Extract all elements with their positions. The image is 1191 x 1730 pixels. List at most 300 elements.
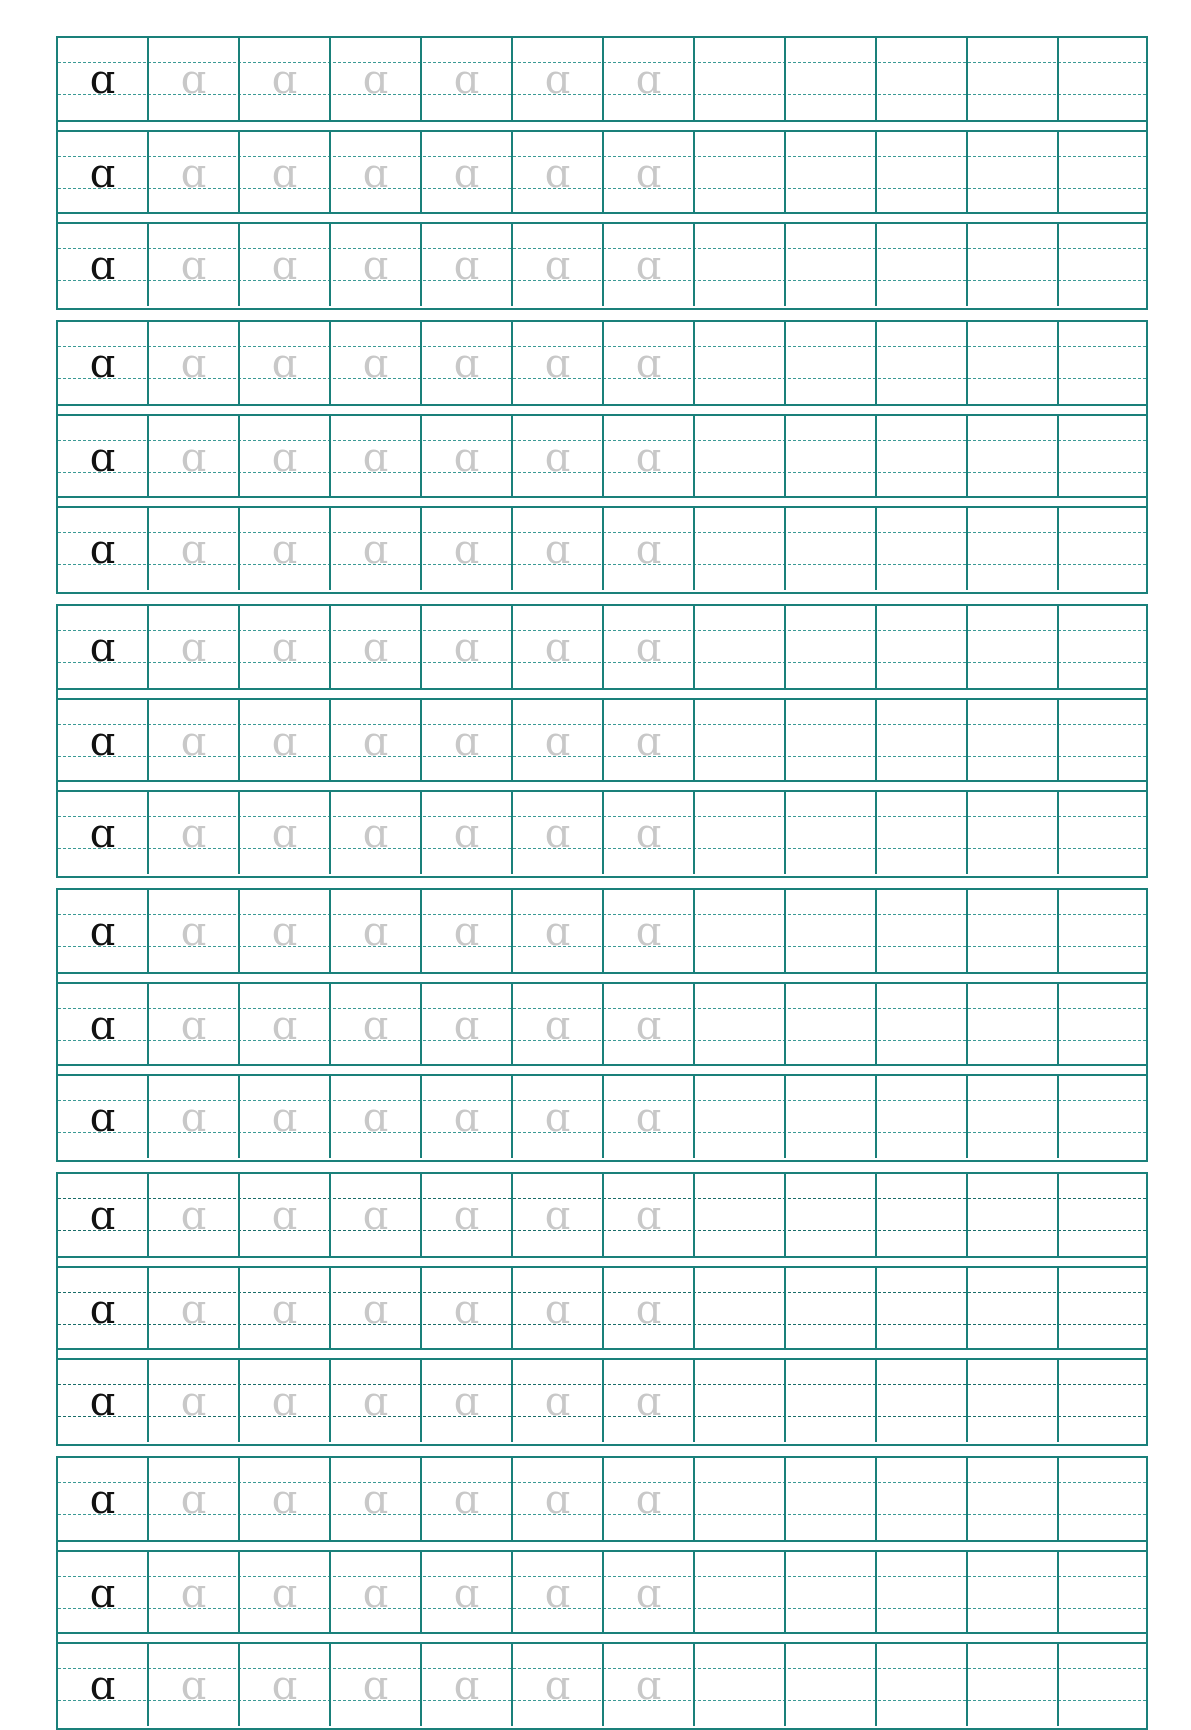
model-cell[interactable] — [58, 1268, 149, 1350]
trace-cell[interactable] — [422, 1076, 513, 1158]
trace-cell[interactable] — [149, 508, 240, 590]
blank-cell[interactable] — [877, 508, 968, 590]
trace-letter: ɑ — [635, 811, 662, 857]
trace-cell[interactable] — [240, 416, 331, 498]
blank-cell[interactable] — [786, 1552, 877, 1634]
trace-cell[interactable] — [604, 1174, 695, 1256]
trace-cell[interactable] — [240, 984, 331, 1066]
practice-block — [56, 888, 1148, 1162]
trace-cell[interactable] — [149, 1076, 240, 1158]
trace-cell[interactable] — [604, 1552, 695, 1634]
trace-letter: ɑ — [271, 243, 298, 289]
trace-cell[interactable] — [604, 1644, 695, 1726]
blank-cell[interactable] — [877, 1644, 968, 1726]
trace-cell[interactable] — [331, 322, 422, 404]
blank-cell[interactable] — [968, 508, 1059, 590]
trace-cell[interactable] — [149, 1360, 240, 1442]
trace-cell[interactable] — [422, 1458, 513, 1540]
blank-cell[interactable] — [695, 224, 786, 306]
trace-letter: ɑ — [180, 57, 207, 103]
trace-cell[interactable] — [422, 1174, 513, 1256]
blank-cell[interactable] — [877, 1552, 968, 1634]
trace-cell[interactable] — [513, 792, 604, 874]
row-separator — [58, 688, 1146, 690]
trace-cell[interactable] — [331, 700, 422, 782]
trace-letter: ɑ — [271, 341, 298, 387]
blank-cell[interactable] — [786, 38, 877, 120]
blank-cell[interactable] — [877, 224, 968, 306]
model-cell[interactable] — [58, 1458, 149, 1540]
trace-cell[interactable] — [331, 1360, 422, 1442]
trace-cell[interactable] — [149, 792, 240, 874]
blank-cell[interactable] — [1059, 700, 1146, 782]
trace-letter: ɑ — [544, 435, 571, 481]
trace-cell[interactable] — [513, 984, 604, 1066]
blank-cell[interactable] — [786, 132, 877, 214]
blank-cell[interactable] — [786, 1076, 877, 1158]
trace-letter: ɑ — [271, 1287, 298, 1333]
trace-cell[interactable] — [604, 1076, 695, 1158]
trace-cell[interactable] — [604, 38, 695, 120]
blank-cell[interactable] — [786, 792, 877, 874]
trace-cell[interactable] — [604, 1360, 695, 1442]
trace-cell[interactable] — [149, 890, 240, 972]
trace-cell[interactable] — [604, 1268, 695, 1350]
blank-cell[interactable] — [968, 700, 1059, 782]
blank-cell[interactable] — [968, 1360, 1059, 1442]
blank-cell[interactable] — [695, 1458, 786, 1540]
trace-cell[interactable] — [331, 1458, 422, 1540]
trace-letter: ɑ — [635, 1477, 662, 1523]
row-separator — [58, 404, 1146, 406]
model-cell[interactable] — [58, 1174, 149, 1256]
blank-cell[interactable] — [786, 1268, 877, 1350]
blank-cell[interactable] — [877, 38, 968, 120]
trace-cell[interactable] — [422, 700, 513, 782]
row-separator — [58, 1540, 1146, 1542]
blank-cell[interactable] — [968, 38, 1059, 120]
blank-cell[interactable] — [968, 322, 1059, 404]
blank-cell[interactable] — [695, 984, 786, 1066]
trace-cell[interactable] — [422, 416, 513, 498]
trace-cell[interactable] — [240, 1360, 331, 1442]
practice-row — [58, 606, 1146, 688]
model-cell[interactable] — [58, 1644, 149, 1726]
row-separator — [58, 1256, 1146, 1258]
trace-cell[interactable] — [149, 1644, 240, 1726]
trace-letter: ɑ — [271, 1477, 298, 1523]
model-cell[interactable] — [58, 1360, 149, 1442]
blank-cell[interactable] — [695, 890, 786, 972]
practice-row — [58, 414, 1146, 498]
practice-row — [58, 1358, 1146, 1442]
row-separator — [58, 1348, 1146, 1350]
trace-letter: ɑ — [362, 1003, 389, 1049]
practice-row — [58, 1174, 1146, 1256]
blank-cell[interactable] — [786, 416, 877, 498]
trace-letter: ɑ — [180, 1663, 207, 1709]
model-cell[interactable] — [58, 984, 149, 1066]
trace-letter: ɑ — [180, 1095, 207, 1141]
trace-letter: ɑ — [453, 1477, 480, 1523]
trace-letter: ɑ — [453, 811, 480, 857]
blank-cell[interactable] — [1059, 224, 1146, 306]
blank-cell[interactable] — [786, 1458, 877, 1540]
blank-cell[interactable] — [695, 132, 786, 214]
blank-cell[interactable] — [968, 1174, 1059, 1256]
trace-letter: ɑ — [271, 435, 298, 481]
blank-cell[interactable] — [1059, 132, 1146, 214]
trace-letter: ɑ — [180, 909, 207, 955]
trace-cell[interactable] — [604, 132, 695, 214]
model-letter: ɑ — [89, 341, 116, 387]
practice-row — [58, 790, 1146, 874]
trace-cell[interactable] — [513, 606, 604, 688]
practice-row — [58, 1642, 1146, 1726]
trace-cell[interactable] — [422, 132, 513, 214]
trace-cell[interactable] — [331, 1076, 422, 1158]
trace-letter: ɑ — [453, 435, 480, 481]
blank-cell[interactable] — [695, 606, 786, 688]
model-cell[interactable] — [58, 38, 149, 120]
trace-cell[interactable] — [331, 38, 422, 120]
trace-cell[interactable] — [149, 1174, 240, 1256]
blank-cell[interactable] — [786, 1360, 877, 1442]
trace-cell[interactable] — [422, 984, 513, 1066]
trace-cell[interactable] — [513, 1552, 604, 1634]
blank-cell[interactable] — [1059, 1552, 1146, 1634]
trace-cell[interactable] — [240, 890, 331, 972]
blank-cell[interactable] — [968, 224, 1059, 306]
blank-cell[interactable] — [1059, 606, 1146, 688]
blank-cell[interactable] — [877, 322, 968, 404]
blank-cell[interactable] — [877, 132, 968, 214]
trace-cell[interactable] — [240, 1174, 331, 1256]
trace-letter: ɑ — [635, 909, 662, 955]
trace-cell[interactable] — [604, 700, 695, 782]
trace-letter: ɑ — [362, 1287, 389, 1333]
blank-cell[interactable] — [695, 416, 786, 498]
blank-cell[interactable] — [1059, 38, 1146, 120]
trace-cell[interactable] — [149, 1552, 240, 1634]
trace-cell[interactable] — [149, 224, 240, 306]
model-cell[interactable] — [58, 508, 149, 590]
blank-cell[interactable] — [786, 224, 877, 306]
blank-cell[interactable] — [1059, 1076, 1146, 1158]
model-letter: ɑ — [89, 151, 116, 197]
blank-cell[interactable] — [877, 416, 968, 498]
trace-cell[interactable] — [513, 322, 604, 404]
practice-row — [58, 322, 1146, 404]
trace-cell[interactable] — [604, 416, 695, 498]
trace-cell[interactable] — [331, 890, 422, 972]
trace-cell[interactable] — [331, 1644, 422, 1726]
trace-cell[interactable] — [149, 700, 240, 782]
blank-cell[interactable] — [968, 1458, 1059, 1540]
trace-cell[interactable] — [422, 890, 513, 972]
blank-cell[interactable] — [786, 606, 877, 688]
trace-cell[interactable] — [604, 322, 695, 404]
trace-cell[interactable] — [604, 508, 695, 590]
row-separator — [58, 120, 1146, 122]
trace-letter: ɑ — [544, 243, 571, 289]
blank-cell[interactable] — [968, 1644, 1059, 1726]
practice-row — [58, 1458, 1146, 1540]
model-cell[interactable] — [58, 606, 149, 688]
blank-cell[interactable] — [786, 984, 877, 1066]
trace-cell[interactable] — [149, 1458, 240, 1540]
trace-letter: ɑ — [362, 151, 389, 197]
blank-cell[interactable] — [695, 38, 786, 120]
trace-cell[interactable] — [149, 38, 240, 120]
blank-cell[interactable] — [695, 322, 786, 404]
trace-cell[interactable] — [513, 1174, 604, 1256]
model-letter: ɑ — [89, 1663, 116, 1709]
blank-cell[interactable] — [695, 1552, 786, 1634]
blank-cell[interactable] — [695, 700, 786, 782]
blank-cell[interactable] — [877, 1076, 968, 1158]
blank-cell[interactable] — [877, 984, 968, 1066]
trace-cell[interactable] — [513, 132, 604, 214]
blank-cell[interactable] — [695, 1360, 786, 1442]
trace-cell[interactable] — [604, 792, 695, 874]
blank-cell[interactable] — [877, 700, 968, 782]
blank-cell[interactable] — [877, 890, 968, 972]
blank-cell[interactable] — [877, 606, 968, 688]
trace-letter: ɑ — [180, 1193, 207, 1239]
model-cell[interactable] — [58, 890, 149, 972]
practice-block — [56, 1456, 1148, 1730]
trace-cell[interactable] — [422, 792, 513, 874]
trace-letter: ɑ — [180, 243, 207, 289]
practice-row — [58, 130, 1146, 214]
model-cell[interactable] — [58, 322, 149, 404]
trace-cell[interactable] — [149, 416, 240, 498]
trace-cell[interactable] — [240, 322, 331, 404]
trace-letter: ɑ — [453, 1287, 480, 1333]
model-cell[interactable] — [58, 224, 149, 306]
blank-cell[interactable] — [1059, 1644, 1146, 1726]
trace-cell[interactable] — [240, 1268, 331, 1350]
model-letter: ɑ — [89, 1571, 116, 1617]
trace-cell[interactable] — [149, 132, 240, 214]
trace-cell[interactable] — [422, 224, 513, 306]
trace-cell[interactable] — [240, 1076, 331, 1158]
trace-cell[interactable] — [240, 224, 331, 306]
blank-cell[interactable] — [1059, 1174, 1146, 1256]
model-letter: ɑ — [89, 435, 116, 481]
blank-cell[interactable] — [877, 1360, 968, 1442]
model-letter: ɑ — [89, 811, 116, 857]
blank-cell[interactable] — [786, 322, 877, 404]
blank-cell[interactable] — [1059, 890, 1146, 972]
blank-cell[interactable] — [968, 1268, 1059, 1350]
trace-cell[interactable] — [513, 508, 604, 590]
trace-letter: ɑ — [635, 341, 662, 387]
trace-cell[interactable] — [513, 38, 604, 120]
blank-cell[interactable] — [786, 890, 877, 972]
trace-cell[interactable] — [240, 508, 331, 590]
trace-cell[interactable] — [331, 1552, 422, 1634]
trace-cell[interactable] — [513, 700, 604, 782]
blank-cell[interactable] — [1059, 1268, 1146, 1350]
blank-cell[interactable] — [968, 132, 1059, 214]
blank-cell[interactable] — [786, 1174, 877, 1256]
trace-cell[interactable] — [149, 984, 240, 1066]
trace-cell[interactable] — [513, 416, 604, 498]
practice-row — [58, 506, 1146, 590]
trace-cell[interactable] — [604, 224, 695, 306]
blank-cell[interactable] — [1059, 984, 1146, 1066]
trace-cell[interactable] — [513, 890, 604, 972]
trace-letter: ɑ — [635, 57, 662, 103]
trace-cell[interactable] — [422, 322, 513, 404]
trace-cell[interactable] — [240, 606, 331, 688]
blank-cell[interactable] — [1059, 1458, 1146, 1540]
blank-cell[interactable] — [877, 1174, 968, 1256]
trace-letter: ɑ — [271, 1193, 298, 1239]
trace-cell[interactable] — [513, 1644, 604, 1726]
blank-cell[interactable] — [1059, 1360, 1146, 1442]
trace-cell[interactable] — [331, 224, 422, 306]
trace-cell[interactable] — [422, 1360, 513, 1442]
blank-cell[interactable] — [695, 792, 786, 874]
trace-cell[interactable] — [422, 1644, 513, 1726]
trace-letter: ɑ — [635, 151, 662, 197]
blank-cell[interactable] — [1059, 416, 1146, 498]
trace-letter: ɑ — [362, 1477, 389, 1523]
blank-cell[interactable] — [695, 1076, 786, 1158]
trace-cell[interactable] — [513, 224, 604, 306]
trace-letter: ɑ — [362, 625, 389, 671]
trace-letter: ɑ — [544, 1193, 571, 1239]
blank-cell[interactable] — [877, 1268, 968, 1350]
model-cell[interactable] — [58, 132, 149, 214]
blank-cell[interactable] — [968, 606, 1059, 688]
model-cell[interactable] — [58, 1552, 149, 1634]
trace-cell[interactable] — [422, 1552, 513, 1634]
trace-cell[interactable] — [513, 1458, 604, 1540]
trace-letter: ɑ — [635, 719, 662, 765]
trace-cell[interactable] — [331, 1268, 422, 1350]
trace-cell[interactable] — [240, 132, 331, 214]
blank-cell[interactable] — [1059, 792, 1146, 874]
model-letter: ɑ — [89, 1095, 116, 1141]
trace-letter: ɑ — [362, 1379, 389, 1425]
trace-cell[interactable] — [422, 1268, 513, 1350]
blank-cell[interactable] — [695, 1174, 786, 1256]
model-cell[interactable] — [58, 1076, 149, 1158]
row-separator — [58, 496, 1146, 498]
trace-letter: ɑ — [271, 527, 298, 573]
blank-cell[interactable] — [968, 890, 1059, 972]
trace-letter: ɑ — [453, 1095, 480, 1141]
trace-letter: ɑ — [362, 811, 389, 857]
model-letter: ɑ — [89, 1003, 116, 1049]
trace-letter: ɑ — [544, 527, 571, 573]
trace-cell[interactable] — [240, 792, 331, 874]
trace-cell[interactable] — [513, 1268, 604, 1350]
trace-letter: ɑ — [544, 1379, 571, 1425]
trace-cell[interactable] — [604, 606, 695, 688]
trace-cell[interactable] — [422, 606, 513, 688]
trace-cell[interactable] — [331, 416, 422, 498]
trace-cell[interactable] — [240, 1458, 331, 1540]
row-separator — [58, 780, 1146, 782]
blank-cell[interactable] — [695, 508, 786, 590]
row-separator — [58, 1064, 1146, 1066]
model-letter: ɑ — [89, 625, 116, 671]
blank-cell[interactable] — [968, 1076, 1059, 1158]
trace-letter: ɑ — [544, 341, 571, 387]
trace-letter: ɑ — [453, 1663, 480, 1709]
trace-cell[interactable] — [331, 984, 422, 1066]
trace-cell[interactable] — [331, 132, 422, 214]
trace-cell[interactable] — [331, 792, 422, 874]
blank-cell[interactable] — [695, 1644, 786, 1726]
trace-cell[interactable] — [331, 606, 422, 688]
blank-cell[interactable] — [786, 700, 877, 782]
trace-cell[interactable] — [422, 38, 513, 120]
trace-letter: ɑ — [453, 719, 480, 765]
row-separator — [58, 212, 1146, 214]
model-cell[interactable] — [58, 700, 149, 782]
trace-letter: ɑ — [180, 1287, 207, 1333]
trace-cell[interactable] — [240, 1552, 331, 1634]
blank-cell[interactable] — [968, 416, 1059, 498]
trace-cell[interactable] — [149, 322, 240, 404]
trace-cell[interactable] — [240, 700, 331, 782]
blank-cell[interactable] — [786, 508, 877, 590]
blank-cell[interactable] — [786, 1644, 877, 1726]
trace-letter: ɑ — [271, 57, 298, 103]
model-cell[interactable] — [58, 792, 149, 874]
trace-cell[interactable] — [513, 1076, 604, 1158]
blank-cell[interactable] — [695, 1268, 786, 1350]
trace-cell[interactable] — [604, 890, 695, 972]
trace-cell[interactable] — [331, 1174, 422, 1256]
blank-cell[interactable] — [968, 1552, 1059, 1634]
trace-cell[interactable] — [422, 508, 513, 590]
blank-cell[interactable] — [1059, 508, 1146, 590]
trace-letter: ɑ — [453, 341, 480, 387]
model-cell[interactable] — [58, 416, 149, 498]
trace-letter: ɑ — [362, 341, 389, 387]
trace-letter: ɑ — [271, 811, 298, 857]
trace-letter: ɑ — [271, 909, 298, 955]
blank-cell[interactable] — [877, 1458, 968, 1540]
trace-letter: ɑ — [544, 811, 571, 857]
trace-cell[interactable] — [513, 1360, 604, 1442]
trace-cell[interactable] — [604, 1458, 695, 1540]
practice-row — [58, 982, 1146, 1066]
trace-cell[interactable] — [240, 1644, 331, 1726]
practice-row — [58, 698, 1146, 782]
blank-cell[interactable] — [877, 792, 968, 874]
blank-cell[interactable] — [968, 792, 1059, 874]
trace-cell[interactable] — [149, 1268, 240, 1350]
practice-block — [56, 1172, 1148, 1446]
trace-cell[interactable] — [149, 606, 240, 688]
practice-row — [58, 222, 1146, 306]
trace-cell[interactable] — [604, 984, 695, 1066]
trace-cell[interactable] — [240, 38, 331, 120]
blank-cell[interactable] — [1059, 322, 1146, 404]
blank-cell[interactable] — [968, 984, 1059, 1066]
trace-letter: ɑ — [180, 719, 207, 765]
trace-cell[interactable] — [331, 508, 422, 590]
row-separator — [58, 1632, 1146, 1634]
